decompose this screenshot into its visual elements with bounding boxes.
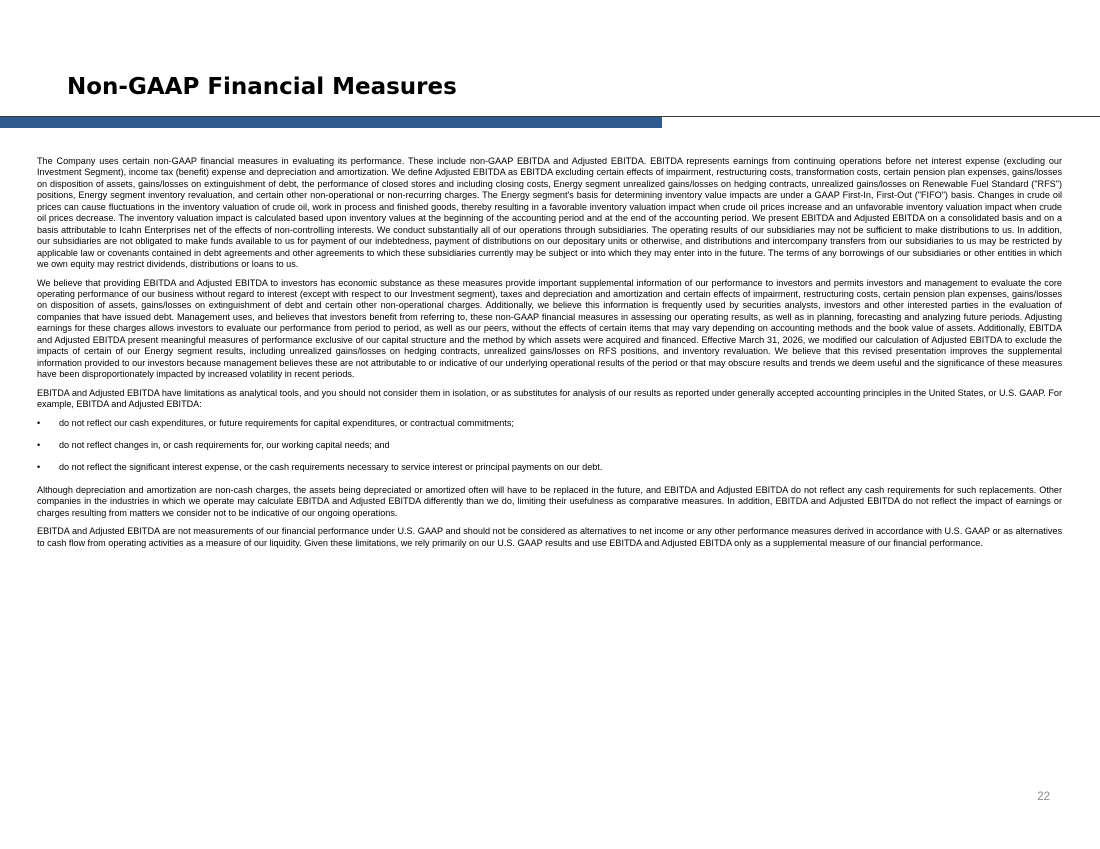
list-item — [37, 440, 1062, 451]
page-number: 22 — [1037, 791, 1050, 803]
paragraph-non-gaap-definition: The Company uses certain non-GAAP financial measures in evaluating its performance. These include non-GAAP EBITDA and Adjusted EBITDA. EBITDA represents earnings from continuing operations before net interest expense (excluding our Investment Segment), income tax (benefit) expense and depreciation and amortization. We define Adjusted EBITDA as EBITDA excluding certain effects of impairment, restructuring costs, transformation costs, certain pension plan expenses, gains/losses on disposition of assets, gains/losses on extinguishment of debt, the performance of closed stores and including closing costs, Energy segment unrealized gains/losses on hedging contracts, unrealized gains/losses on Renewable Fuel Standard ("RFS") positions, Energy segment inventory revaluation, and certain other non-operational or non-recurring charges. The Energy segment's basis for determining inventory value impacts are under a GAAP First-In, First-Out ("FIFO") basis. Changes in crude oil prices can cause fluctuations in the inventory valuation of crude oil, work in process and finished goods, thereby resulting in a favorable inventory valuation impact when crude oil prices increase and an unfavorable inventory valuation impact when crude oil prices decrease. The inventory valuation impact is calculated based upon inventory values at the beginning of the accounting period and at the end of the accounting period. We present EBITDA and Adjusted EBITDA on a consolidated basis and on a basis attributable to Icahn Enterprises net of the effects of non-controlling interests. We conduct substantially all of our operations through subsidiaries. The operating results of our subsidiaries may not be sufficient to make distributions to us. In addition, our subsidiaries are not obligated to make funds available to us for payment of our indebtedness, payment of distributions on our depositary units or otherwise, and distributions and intercompany transfers from our subsidiaries to us may be restricted by applicable law or covenants contained in debt agreements and other agreements to which these subsidiaries currently may be subject or into which they may enter into in the future. The terms of any borrowings of our subsidiaries or other entities in which we own equity may restrict dividends, distributions or loans to us. — [37, 156, 1062, 270]
bullet-icon: • — [37, 462, 41, 473]
title-accent-bar — [0, 117, 662, 128]
paragraph-depreciation-note: Although depreciation and amortization are non-cash charges, the assets being depreciated or amortized often will have to be replaced in the future, and EBITDA and Adjusted EBITDA do not reflect any cash requirements for such replacements. Other companies in the industries in which we operate may calculate EBITDA and Adjusted EBITDA differently than we do, limiting their usefulness as comparative measures. In addition, EBITDA and Adjusted EBITDA do not reflect the impact of earnings or charges resulting from matters we consider not to be indicative of our ongoing operations. — [37, 484, 1062, 518]
paragraph-limitations-intro: EBITDA and Adjusted EBITDA have limitations as analytical tools, and you should not consider them in isolation, or as substitutes for analysis of our results as reported under generally accepted accounting principles in the United States, or U.S. GAAP. For example, EBITDA and Adjusted EBITDA: — [37, 387, 1062, 410]
bullet-icon: • — [37, 439, 41, 450]
list-item — [37, 418, 1062, 429]
paragraph-gaap-disclaimer: EBITDA and Adjusted EBITDA are not measurements of our financial performance under U.S. GAAP and should not be considered as alternatives to net income or any other performance measures derived in accordance with U.S. GAAP or as alternatives to cash flow from operating activities as a measure of our liquidity. Given these limitations, we rely primarily on our U.S. GAAP results and use EBITDA and Adjusted EBITDA only as a supplemental measure of our financial performance. — [37, 526, 1062, 548]
slide-title: Non-GAAP Financial Measures — [67, 74, 457, 100]
bullet-icon: • — [37, 417, 41, 428]
list-item — [37, 462, 1062, 473]
limitations-list — [37, 418, 1062, 474]
list-item-text: do not reflect our cash expenditures, or future requirements for capital expenditures, or contractual commitments; — [59, 417, 514, 428]
slide-body — [37, 156, 1062, 556]
list-item-text: do not reflect changes in, or cash requirements for, our working capital needs; and — [59, 439, 390, 450]
paragraph-investor-benefit: We believe that providing EBITDA and Adjusted EBITDA to investors has economic substance as these measures provide important supplemental information of our performance to investors and permits investors and management to evaluate the core operating performance of our business without regard to interest (except with respect to our Investment segment), taxes and depreciation and amortization and certain effects of impairment, restructuring costs, certain pension plan expenses, gains/losses on disposition of assets, gains/losses on extinguishment of debt and certain other non-operational charges. Additionally, we believe this information is frequently used by securities analysts, investors and other interested parties in the evaluation of companies that have issued debt. Management uses, and believes that investors benefit from referring to, these non-GAAP financial measures in assessing our operating results, as well as in planning, forecasting and analyzing future periods. Adjusting earnings for these charges allows investors to evaluate our performance from period to period, as well as our peers, without the effects of certain items that may vary depending on accounting methods and the book value of assets. Additionally, EBITDA and Adjusted EBITDA present meaningful measures of performance exclusive of our capital structure and the method by which assets were acquired and financed. Effective March 31, 2026, we modified our calculation of Adjusted EBITDA to exclude the impacts of certain of our Energy segment results, including unrealized gains/losses on hedging contracts, unrealized gains/losses on RFS positions, and inventory revaluation. We believe that this revised presentation improves the supplemental information provided to our investors because management believes these are not attributable to or indicative of our underlying operational results of the period or that may obscure results and trends we deem useful and the significance of these measures have been disproportionately impacted by increased volatility in recent periods. — [37, 277, 1062, 380]
list-item-text: do not reflect the significant interest expense, or the cash requirements necessary to service interest or principal payments on our debt. — [59, 462, 603, 473]
